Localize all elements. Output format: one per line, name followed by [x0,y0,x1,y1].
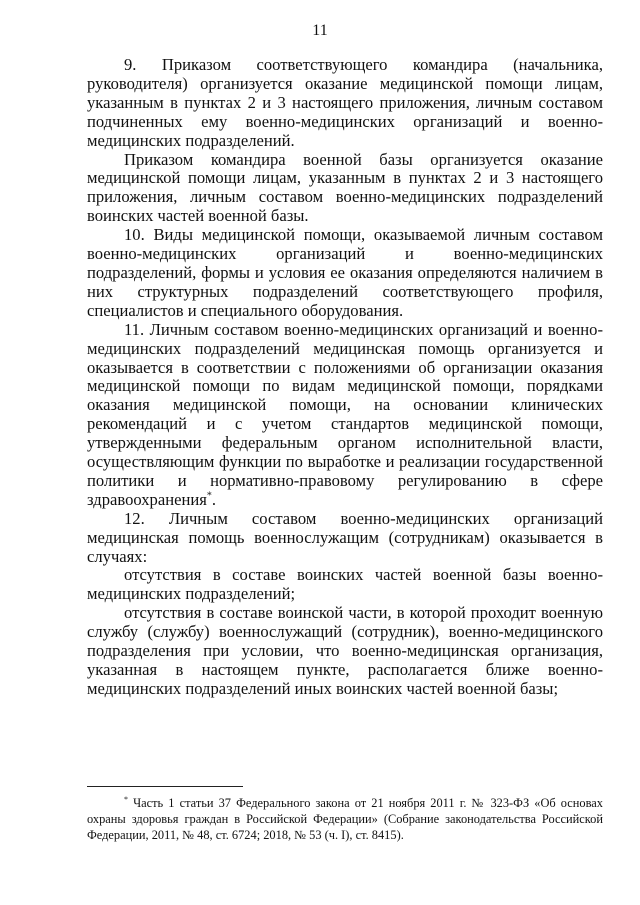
paragraph-case-no-subdivisions: отсутствия в составе воинских частей военной базы военно-медицинских подразделений; [87,565,603,604]
footnote-divider [87,786,243,787]
footnote-text: Часть 1 статьи 37 Федерального закона от 21 ноября 2011 г. № 323-ФЗ «Об основах охраны здоровья граждан в Российской Федерации» (Собрание законодательства Российской Федерации, 2011, № 48, ст. 6724; 2018, № 53 (ч. I), ст. 8415). [87,796,603,843]
footnote [87,795,603,844]
footnote-mark: * [124,794,128,804]
document-body [87,56,603,699]
page-number: 11 [312,22,328,39]
paragraph-case-closer-organization: отсутствия в составе воинской части, в которой проходит военную службу (службу) военнослужащий (сотрудник), военно-медицинского подразделения при условии, что военно-медицинская организация, указанная в настоящем пункте, располагается ближе военно-медицинских подразделений иных воинских частей военной базы; [87,603,603,698]
paragraph-military-base-order: Приказом командира военной базы организуется оказание медицинской помощи лицам, указанным в пунктах 2 и 3 настоящего приложения, личным составом военно-медицинских подразделений воинских частей военной базы. [87,149,603,226]
paragraph-item-11: 11. Личным составом военно-медицинских организаций и военно-медицинских подразделений медицинская помощь организуется и оказывается в соответствии с положениями об организации оказания медицинской помощи по видам медицинской помощи, порядками оказания медицинской помощи, на основании клинических рекомендаций и с учетом стандартов медицинской помощи, утвержденными федеральным органом исполнительной власти, осуществляющим функции по выработке и реализации государственной политики и нормативно-правовому регулированию в сфере здравоохранения*. [87,319,603,509]
paragraph-item-11-text: 11. Личным составом военно-медицинских организаций и военно-медицинских подразделений медицинская помощь организуется и оказывается в соответствии с положениями об организации оказания медицинской помощи по видам медицинской помощи, порядками оказания медицинской помощи, на основании клинических рекомендаций и с учетом стандартов медицинской помощи, утвержденными федеральным органом исполнительной власти, осуществляющим функции по выработке и реализации государственной политики и нормативно-правовому регулированию в сфере здравоохранения [87,319,603,509]
paragraph-item-10: 10. Виды медицинской помощи, оказываемой личным составом военно-медицинских организаций и военно-медицинских подразделений, формы и условия ее оказания определяются наличием в них структурных подразделений соответствующего профиля, специалистов и специального оборудования. [87,225,603,320]
paragraph-item-12: 12. Личным составом военно-медицинских организаций медицинская помощь военнослужащим (сотрудникам) оказывается в случаях: [87,508,603,566]
paragraph-item-9: 9. Приказом соответствующего командира (начальника, руководителя) организуется оказание медицинской помощи лицам, указанным в пунктах 2 и 3 настоящего приложения, личным составом подчиненных ему военно-медицинских организаций и военно-медицинских подразделений. [87,55,603,150]
footnote-reference-mark: * [206,490,212,502]
